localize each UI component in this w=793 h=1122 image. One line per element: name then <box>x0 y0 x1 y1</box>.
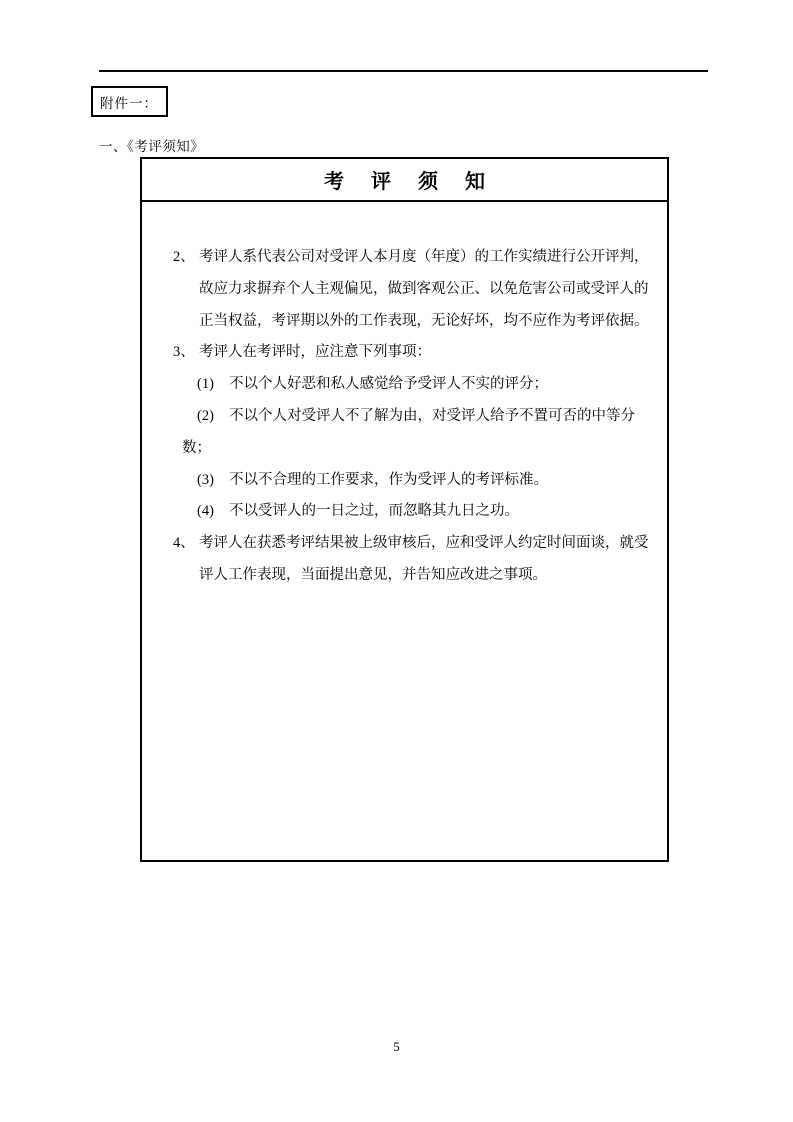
line-marker: 4、 <box>173 535 195 552</box>
line-text: 考评人在获悉考评结果被上级审核后，应和受评人约定时间面谈，就受 <box>199 535 649 552</box>
notice-line <box>142 369 667 401</box>
notice-line <box>142 560 667 592</box>
line-marker: 2、 <box>173 249 195 265</box>
attachment-label: 附件一： <box>100 95 158 111</box>
line-text: 正当权益，考评期以外的工作表现，无论好坏，均不应作为考评依据。 <box>199 312 649 329</box>
attachment-label-box <box>91 86 168 117</box>
line-text: 不以个人对受评人不了解为由，对受评人给予不置可否的中等分 <box>229 407 635 424</box>
line-text: 不以不合理的工作要求，作为受评人的考评标准。 <box>229 471 548 488</box>
notice-line <box>142 433 667 465</box>
line-marker: (1) <box>197 376 214 393</box>
line-text: 不以受评人的一日之过，而忽略其九日之功。 <box>229 503 519 520</box>
notice-content <box>142 202 667 592</box>
notice-line <box>142 337 667 369</box>
line-text: 数； <box>182 439 211 456</box>
notice-line <box>142 528 667 560</box>
line-text: 考评人系代表公司对受评人本月度（年度）的工作实绩进行公开评判， <box>199 249 649 265</box>
notice-line <box>142 306 667 338</box>
notice-title: 考评须知 <box>324 171 512 193</box>
line-marker: (4) <box>197 503 214 520</box>
notice-box <box>140 157 669 862</box>
line-text: 评人工作表现，当面提出意见，并告知应改进之事项。 <box>199 566 547 583</box>
notice-line <box>142 242 667 274</box>
header-rule <box>99 70 708 72</box>
notice-line <box>142 465 667 497</box>
section-heading: 一、《考评须知》 <box>99 139 205 154</box>
line-text: 考评人在考评时，应注意下列事项： <box>199 344 431 361</box>
page-number: 5 <box>393 1040 400 1054</box>
notice-line <box>142 401 667 433</box>
notice-line <box>142 274 667 306</box>
notice-title-row <box>142 159 667 202</box>
line-text: 不以个人好恶和私人感觉给予受评人不实的评分； <box>229 376 548 393</box>
notice-line <box>142 496 667 528</box>
line-text: 故应力求摒弃个人主观偏见，做到客观公正、以免危害公司或受评人的 <box>199 280 649 297</box>
line-marker: (2) <box>197 407 214 424</box>
line-marker: (3) <box>197 471 214 488</box>
line-marker: 3、 <box>173 344 195 361</box>
